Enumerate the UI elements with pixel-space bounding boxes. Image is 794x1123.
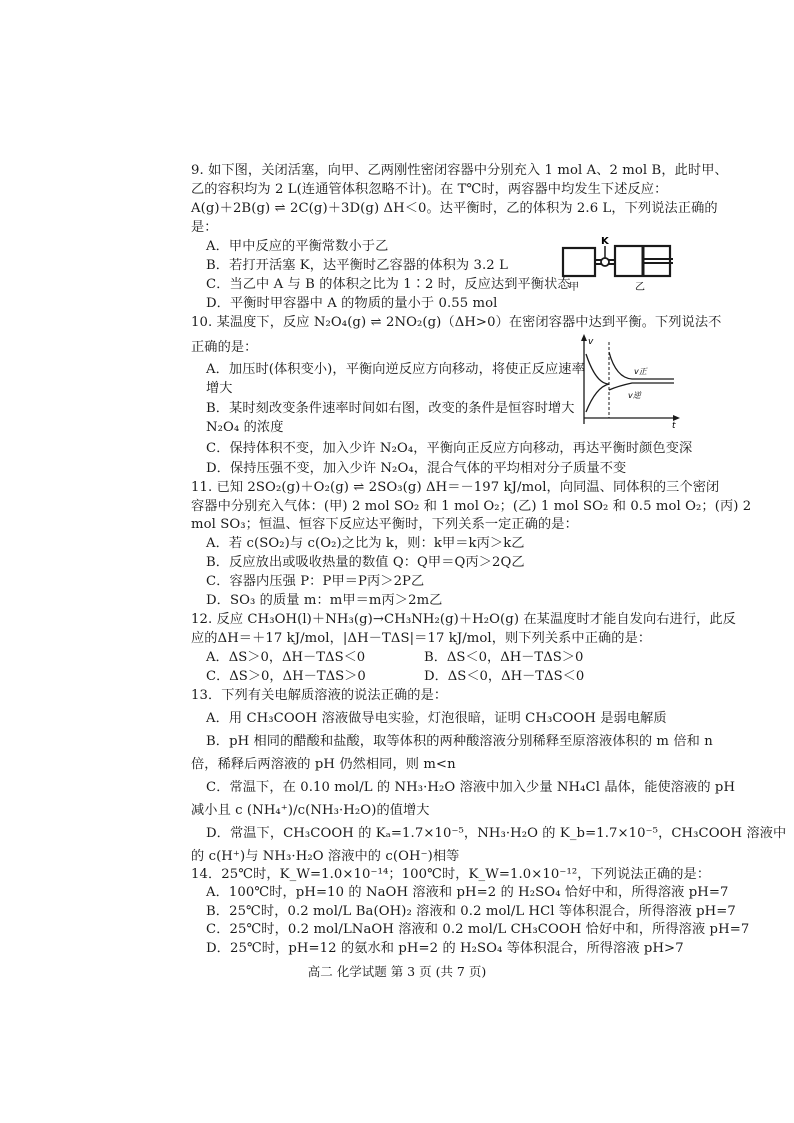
q12-line-2: 应的ΔH＝＋17 kJ/mol，|ΔH－TΔS|＝17 kJ/mol，则下列关系中正确的是：	[191, 631, 652, 646]
q9-option-a: A．甲中反应的平衡常数小于乙	[206, 239, 389, 254]
q12-option-d: D．ΔS＜0，ΔH－TΔS＜0	[424, 669, 585, 684]
q9-option-c: C．当乙中 A 与 B 的体积之比为 1∶2 时，反应达到平衡状态	[206, 277, 571, 292]
q9-line-3: A(g)＋2B(g) ⇌ 2C(g)＋3D(g) ΔH＜0。达平衡时，乙的体积为 2.6 L，下列说法正确的	[191, 201, 718, 216]
v-reverse-label: v逆	[628, 391, 641, 400]
q11-option-c: C．容器内压强 P：P甲＝P丙＞2P乙	[206, 574, 425, 589]
q10-line-1: 10. 某温度下，反应 N₂O₄(g) ⇌ 2NO₂(g)（ΔH>0）在密闭容器中达到平衡。下列说法不	[191, 315, 722, 330]
q9-container-diagram	[555, 236, 675, 292]
q14-option-c: C．25℃时，0.2 mol/LNaOH 溶液和 0.2 mol/L CH₃COOH 恰好中和，所得溶液 pH=7	[206, 922, 750, 937]
q11-line-2: 容器中分别充入气体：(甲) 2 mol SO₂ 和 1 mol O₂；(乙) 1 mol SO₂ 和 0.5 mol O₂；(丙) 2	[191, 499, 752, 514]
q10-rate-time-graph	[576, 332, 682, 430]
q10-line-2: 正确的是：	[191, 340, 258, 355]
q9-line-4: 是：	[191, 220, 218, 235]
container-yi-label: 乙	[635, 282, 645, 292]
q13-option-b-2: 倍，稀释后两溶液的 pH 仍然相同，则 m<n	[191, 757, 456, 772]
q12-option-c: C．ΔS＞0，ΔH－TΔS＞0	[206, 669, 366, 684]
q10-option-b-2: N₂O₄ 的浓度	[206, 420, 284, 435]
q10-option-d: D．保持压强不变，加入少许 N₂O₄，混合气体的平均相对分子质量不变	[206, 461, 627, 476]
q12-option-b: B．ΔS＜0，ΔH－TΔS＞0	[424, 650, 584, 665]
q11-line-3: mol SO₃；恒温、恒容下反应达平衡时，下列关系一定正确的是：	[191, 517, 578, 532]
q11-option-a: A．若 c(SO₂)与 c(O₂)之比为 k，则：k甲＝k丙＞k乙	[206, 536, 525, 551]
axis-t-label: t	[672, 421, 676, 430]
q14-option-b: B．25℃时，0.2 mol/L Ba(OH)₂ 溶液和 0.2 mol/L HCl 等体积混合，所得溶液 pH=7	[206, 904, 736, 919]
q9-option-d: D．平衡时甲容器中 A 的物质的量小于 0.55 mol	[206, 296, 498, 311]
container-jia-label: 甲	[569, 282, 579, 292]
axis-v-label: v	[588, 337, 594, 347]
q14-option-a: A．100℃时，pH=10 的 NaOH 溶液和 pH=2 的 H₂SO₄ 恰好中和，所得溶液 pH=7	[206, 885, 729, 900]
q13-option-c-2: 减小且 c (NH₄⁺)/c(NH₃·H₂O)的值增大	[191, 803, 430, 818]
q10-option-b-1: B．某时刻改变条件速率时间如右图，改变的条件是恒容时增大	[206, 401, 575, 416]
q11-option-d: D．SO₃ 的质量 m：m甲＝m丙＞2m乙	[206, 593, 443, 608]
q13-line-1: 13．下列有关电解质溶液的说法正确的是：	[191, 688, 448, 703]
q14-line-1: 14．25℃时，K_W=1.0×10⁻¹⁴；100℃时，K_W=1.0×10⁻¹²，下列说法正确的是：	[191, 867, 711, 882]
q12-option-a: A．ΔS＞0，ΔH－TΔS＜0	[206, 650, 366, 665]
q9-line-1: 9. 如下图，关闭活塞，向甲、乙两刚性密闭容器中分别充入 1 mol A、2 mol B，此时甲、	[191, 163, 728, 178]
q9-line-2: 乙的容积均为 2 L(连通管体积忽略不计)。在 T℃时，两容器中均发生下述反应：	[191, 182, 668, 197]
q10-option-a-2: 增大	[206, 381, 233, 396]
q13-option-a: A．用 CH₃COOH 溶液做导电实验，灯泡很暗，证明 CH₃COOH 是弱电解质	[206, 711, 667, 726]
q12-line-1: 12. 反应 CH₃OH(l)＋NH₃(g)→CH₃NH₂(g)＋H₂O(g) 在某温度时才能自发向右进行，此反	[191, 612, 736, 627]
q10-option-c: C．保持体积不变，加入少许 N₂O₄，平衡向正反应方向移动，再达平衡时颜色变深	[206, 441, 693, 456]
q13-option-d-2: 的 c(H⁺)与 NH₃·H₂O 溶液中的 c(OH⁻)相等	[191, 849, 460, 864]
q13-option-b-1: B．pH 相同的醋酸和盐酸，取等体积的两种酸溶液分别稀释至原溶液体积的 m 倍和 n	[206, 734, 713, 749]
q11-line-1: 11. 已知 2SO₂(g)＋O₂(g) ⇌ 2SO₃(g) ΔH＝－197 kJ/mol，向同温、同体积的三个密闭	[191, 480, 720, 495]
valve-label: K	[601, 236, 609, 247]
page-footer: 高二 化学试题 第 3 页 (共 7 页)	[307, 964, 487, 979]
q13-option-c-1: C．常温下，在 0.10 mol/L 的 NH₃·H₂O 溶液中加入少量 NH₄Cl 晶体，能使溶液的 pH	[206, 780, 736, 795]
q13-option-d-1: D．常温下，CH₃COOH 的 Kₐ=1.7×10⁻⁵，NH₃·H₂O 的 K_b=1.7×10⁻⁵，CH₃COOH 溶液中	[206, 826, 787, 841]
q14-option-d: D．25℃时，pH=12 的氨水和 pH=2 的 H₂SO₄ 等体积混合，所得溶液 pH>7	[206, 941, 684, 956]
v-forward-label: v正	[634, 367, 647, 376]
q11-option-b: B．反应放出或吸收热量的数值 Q：Q甲＝Q丙＞2Q乙	[206, 555, 525, 570]
q10-option-a-1: A．加压时(体积变小)，平衡向逆反应方向移动，将使正反应速率	[206, 362, 585, 377]
q9-option-b: B．若打开活塞 K，达平衡时乙容器的体积为 3.2 L	[206, 258, 508, 273]
